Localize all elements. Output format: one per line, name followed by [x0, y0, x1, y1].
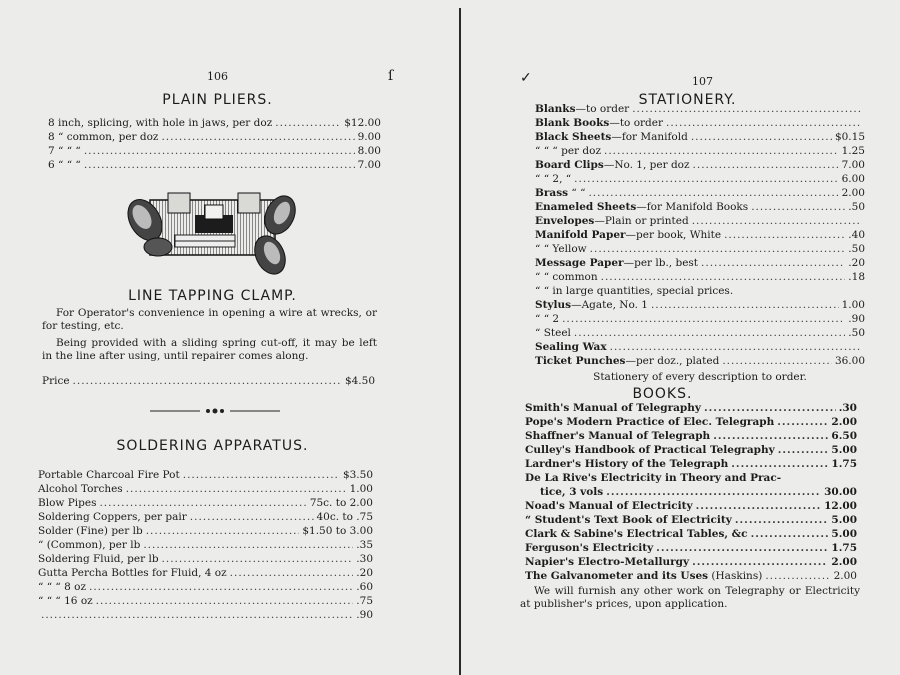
price-row: “ “ “ 8 oz ..... .60: [38, 581, 373, 594]
book-row: Smith's Manual of Telegraphy ..... .30: [525, 402, 857, 415]
book-row: Culley's Handbook of Practical Telegraphy ..... 5.00: [525, 444, 857, 457]
price-row: Brass “ “ ..... 2.00: [535, 187, 865, 200]
book-row: Napier's Electro-Metallurgy ..... 2.00: [525, 556, 857, 569]
price-row: Stylus—Agate, No. 1 ..... 1.00: [535, 299, 865, 312]
margin-mark: ✓: [520, 70, 532, 86]
clamp-description: Being provided with a sliding spring cut-off, it may be left in the line after using, until repairer comes along.: [42, 337, 377, 362]
right-page: [465, 0, 900, 675]
book-row: “ Student's Text Book of Electricity ..... 5.00: [525, 514, 857, 527]
book-row: Pope's Modern Practice of Elec. Telegraph ..... 2.00: [525, 416, 857, 429]
price-row: 7 “ “ “ ..... 8.00: [48, 145, 381, 158]
book-row: Ferguson's Electricity ..... 1.75: [525, 542, 857, 555]
book-row: Clark & Sabine's Electrical Tables, &c ..... 5.00: [525, 528, 857, 541]
book-row: The Galvanometer and its Uses (Haskins) ..... 2.00: [525, 570, 857, 583]
ornament-divider: [150, 406, 280, 416]
price-row: 8 “ common, per doz ..... 9.00: [48, 131, 381, 144]
line-tapping-clamp-illustration: [120, 185, 305, 280]
price-row: Board Clips—No. 1, per doz ..... 7.00: [535, 159, 865, 172]
line-tapping-clamp-title: LINE TAPPING CLAMP.: [128, 288, 297, 304]
price-row: Envelopes—Plain or printed .....: [535, 215, 865, 228]
price-row: Alcohol Torches ..... 1.00: [38, 483, 373, 496]
page-number: 106: [207, 70, 228, 83]
price-row: 8 inch, splicing, with hole in jaws, per doz ..... $12.00: [48, 117, 381, 130]
price-row: “ “ Yellow ..... .50: [535, 243, 865, 256]
price-row: Message Paper—per lb., best ..... .20: [535, 257, 865, 270]
price-row: “ “ “ 16 oz ..... .75: [38, 595, 373, 608]
price-row: Blanks—to order .....: [535, 103, 865, 116]
stationery-title: STATIONERY.: [638, 92, 737, 108]
price-row: “ “ 2, “ ..... 6.00: [535, 173, 865, 186]
price-row: Soldering Fluid, per lb ..... .30: [38, 553, 373, 566]
price-row: Black Sheets—for Manifold ..... $0.15: [535, 131, 865, 144]
book-row: Noad's Manual of Electricity ..... 12.00: [525, 500, 857, 513]
price-row: “ Steel ..... .50: [535, 327, 865, 340]
plain-pliers-title: PLAIN PLIERS.: [162, 92, 273, 108]
price-row: Manifold Paper—per book, White ..... .40: [535, 229, 865, 242]
price-row: Sealing Wax .....: [535, 341, 865, 354]
books-note: We will furnish any other work on Telegraphy or Electricity at publisher's prices, upon application.: [520, 585, 860, 610]
price-row: “ “ 2 ..... .90: [535, 313, 865, 326]
price-row: “ (Common), per lb ..... .35: [38, 539, 373, 552]
price-row: Price ..... $4.50: [42, 375, 375, 388]
price-row: Solder (Fine) per lb ..... $1.50 to 3.00: [38, 525, 373, 538]
books-title: BOOKS.: [632, 386, 693, 402]
margin-mark: ſ: [388, 68, 394, 84]
price-row: Portable Charcoal Fire Pot ..... $3.50: [38, 469, 373, 482]
price-row: ..... .90: [38, 609, 373, 622]
price-row: Blow Pipes ..... 75c. to 2.00: [38, 497, 373, 510]
price-row: Gutta Percha Bottles for Fluid, 4 oz ..... .20: [38, 567, 373, 580]
clamp-description: For Operator's convenience in opening a wire at wrecks, or for testing, etc.: [42, 307, 377, 332]
price-row: Soldering Coppers, per pair ..... 40c. to .75: [38, 511, 373, 524]
soldering-apparatus-title: SOLDERING APPARATUS.: [116, 438, 309, 454]
price-row: “ “ in large quantities, special prices.: [535, 285, 734, 297]
page-number: 107: [692, 75, 713, 88]
book-row: tice, 3 vols ..... 30.00: [540, 486, 857, 499]
book-row: Shaffner's Manual of Telegraph ..... 6.50: [525, 430, 857, 443]
price-row: Enameled Sheets—for Manifold Books ..... .50: [535, 201, 865, 214]
stationery-note: Stationery of every description to order.: [593, 371, 807, 383]
book-row: Lardner's History of the Telegraph ..... 1.75: [525, 458, 857, 471]
book-row: De La Rive's Electricity in Theory and Prac-: [525, 472, 782, 484]
price-row: 6 “ “ “ ..... 7.00: [48, 159, 381, 172]
price-row: Ticket Punches—per doz., plated ..... 36.00: [535, 355, 865, 368]
page-gutter: [459, 8, 461, 675]
price-row: “ “ common ..... .18: [535, 271, 865, 284]
price-row: “ “ “ per doz ..... 1.25: [535, 145, 865, 158]
price-row: Blank Books—to order .....: [535, 117, 865, 130]
